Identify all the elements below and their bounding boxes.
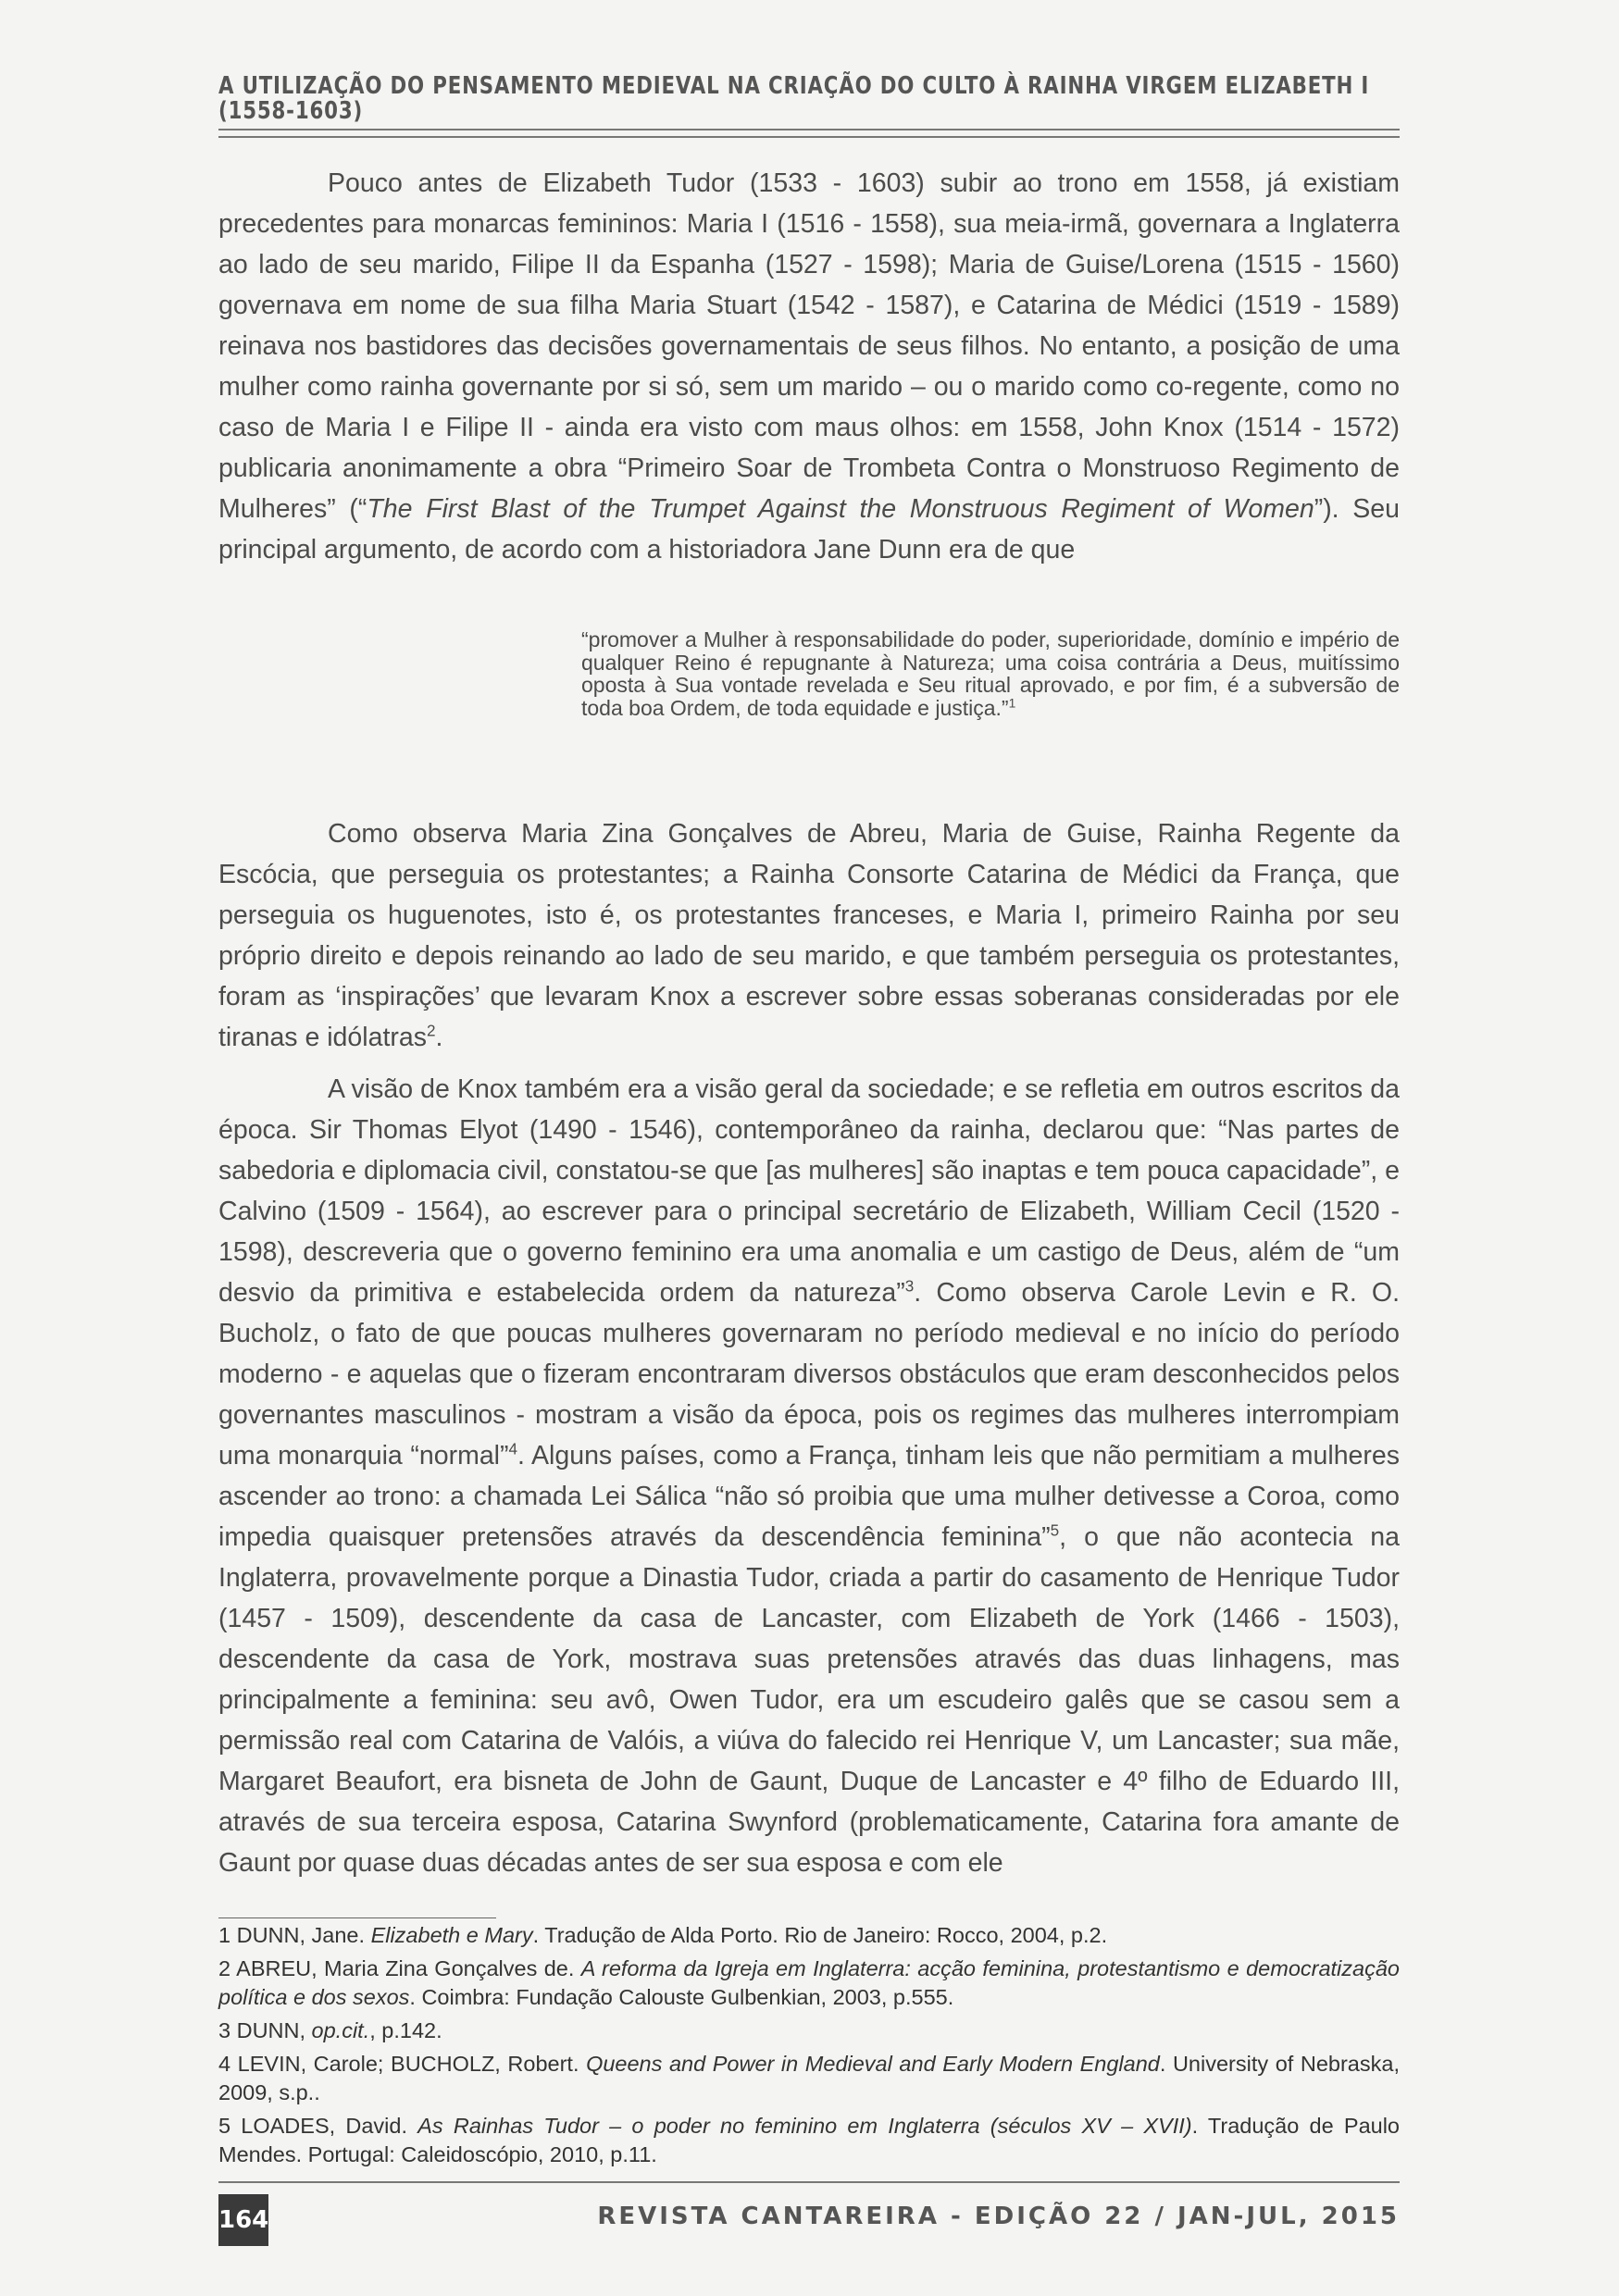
header-rule bbox=[218, 129, 1400, 138]
block-quote: “promover a Mulher à responsabilidade do poder, superioridade, domínio e império de qualquer Reino é repugnante à Natureza; uma coisa contrária a Deus, muitíssimo oposta à Sua vontade revelada e Seu ritual aprovado, e por fim, é a subversão de toda boa Ordem, de toda equidade e justiça.”$^1$ bbox=[581, 627, 1400, 720]
page-number: 164 bbox=[218, 2194, 268, 2246]
footnote-4: 4 LEVIN, Carole; BUCHOLZ, Robert. Queens and Power in Medieval and Early Modern England. University of Nebraska, 2009, s.p.. bbox=[218, 2052, 1400, 2104]
paragraph-2: Como observa Maria Zina Gonçalves de Abreu, Maria de Guise, Rainha Regente da Escócia, que perseguia os protestantes; a Rainha Consorte Catarina de Médici da França, que perseguia os huguenotes, isto é, os protestantes franceses, e Maria I, primeiro Rainha por seu próprio direito e depois reinando ao lado de seu marido, e que também perseguia os protestantes, foram as ‘inspirações’ que levaram Knox a escrever sobre essas soberanas consideradas por ele tiranas e idólatras$^2$. bbox=[218, 819, 1400, 1052]
paragraph-1: Pouco antes de Elizabeth Tudor (1533 - 1603) subir ao trono em 1558, já existiam precedentes para monarcas femininos: Maria I (1516 - 1558), sua meia-irmã, governara a Inglaterra ao lado de seu marido, Filipe II da Espanha (1527 - 1598); Maria de Guise/Lorena (1515 - 1560) governava em nome de sua filha Maria Stuart (1542 - 1587), e Catarina de Médici (1519 - 1589) reinava nos bastidores das decisões governamentais de seus filhos. No entanto, a posição de uma mulher como rainha governante por si só, sem um marido – ou o marido como co-regente, como no caso de Maria I e Filipe II - ainda era visto com maus olhos: em 1558, John Knox (1514 - 1572) publicaria anonimamente a obra “Primeiro Soar de Trombeta Contra o Monstruoso Regimento de Mulheres” (“The First Blast of the Trumpet Against the Monstruous Regiment of Women”). Seu principal argumento, de acordo com a historiadora Jane Dunn era de que bbox=[218, 168, 1401, 565]
paragraph-3: A visão de Knox também era a visão geral da sociedade; e se refletia em outros escritos da época. Sir Thomas Elyot (1490 - 1546), contemporâneo da rainha, declarou que: “Nas partes de sabedoria e diplomacia civil, constatou-se que [as mulheres] são inaptas e tem pouca capacidade”, e Calvino (1509 - 1564), ao escrever para o principal secretário de Elizabeth, William Cecil (1520 - 1598), descreveria que o governo feminino era uma anomalia e um castigo de Deus, além de “um desvio da primitiva e estabelecida ordem da natureza”$^3$. Como observa Carole Levin e R. O. Bucholz, o fato de que poucas mulheres governaram no período medieval e no início do período moderno - e aquelas que o fizeram encontraram diversos obstáculos que eram desconhecidos pelos governantes masculinos - mostram a visão da época, pois os regimes das mulheres interrompiam uma monarquia “normal”$^4$. Alguns países, como a França, tinham leis que não permitiam a mulheres ascender ao trono: a chamada Lei Sálica “não só proibia que uma mulher detivesse a Coroa, como impedia quaisquer pretensões através da descendência feminina”$^5$, o que não acontecia na Inglaterra, provavelmente porque a Dinastia Tudor, criada a partir do casamento de Henrique Tudor (1457 - 1509), descendente da casa de Lancaster, com Elizabeth de York (1466 - 1503), descendente da casa de York, mostrava suas pretensões através das duas linhagens, mas principalmente a feminina: seu avô, Owen Tudor, era um escudeiro galês que se casou sem a permissão real com Catarina de Valóis, a viúva do falecido rei Henrique V, um Lancaster; sua mãe, Margaret Beaufort, era bisneta de John de Gaunt, Duque de Lancaster e 4º filho de Eduardo III, através de sua terceira esposa, Catarina Swynford (problematicamente, Catarina fora amante de Gaunt por quase duas décadas antes de ser sua esposa e com ele bbox=[218, 1074, 1400, 1878]
header-title: A UTILIZAÇÃO DO PENSAMENTO MEDIEVAL NA CRIAÇÃO DO CULTO À RAINHA VIRGEM ELIZABETH I (1558-1603) bbox=[218, 72, 1370, 125]
footnote-1: 1 DUNN, Jane. Elizabeth e Mary. Tradução de Alda Porto. Rio de Janeiro: Rocco, 2004, p.2. bbox=[218, 1923, 1108, 1947]
main-text-top bbox=[218, 163, 1400, 570]
running-header bbox=[218, 74, 1400, 124]
footnote-ref-5[interactable]: 5 bbox=[1050, 1521, 1060, 1540]
footnote-separator bbox=[218, 1917, 496, 1918]
footnote-2: 2 ABREU, Maria Zina Gonçalves de. A reforma da Igreja em Inglaterra: acção feminina, protestantismo e democratização política e dos sexos. Coimbra: Fundação Calouste Gulbenkian, 2003, p.555. bbox=[218, 1956, 1400, 2009]
footnote-ref-3[interactable]: 3 bbox=[904, 1277, 915, 1296]
footer-rule bbox=[218, 2181, 1400, 2183]
footnotes bbox=[218, 1921, 1400, 2174]
main-text-bottom bbox=[218, 813, 1400, 1883]
footnote-3: 3 DUNN, op.cit., p.142. bbox=[218, 2018, 442, 2042]
footnote-ref-2[interactable]: 2 bbox=[426, 1022, 436, 1040]
book-title-italic: The First Blast of the Trumpet Against the Monstruous Regiment of Women bbox=[367, 494, 1314, 524]
footnote-5: 5 LOADES, David. As Rainhas Tudor – o poder no feminino em Inglaterra (séculos XV – XVII). Tradução de Paulo Mendes. Portugal: Caleidoscópio, 2010, p.11. bbox=[218, 2114, 1400, 2166]
footnote-ref-4[interactable]: 4 bbox=[508, 1440, 518, 1458]
footnote-ref-1[interactable]: 1 bbox=[1008, 695, 1016, 710]
journal-name: REVISTA CANTAREIRA - EDIÇÃO 22 / JAN-JUL, 2015 bbox=[597, 2203, 1400, 2230]
